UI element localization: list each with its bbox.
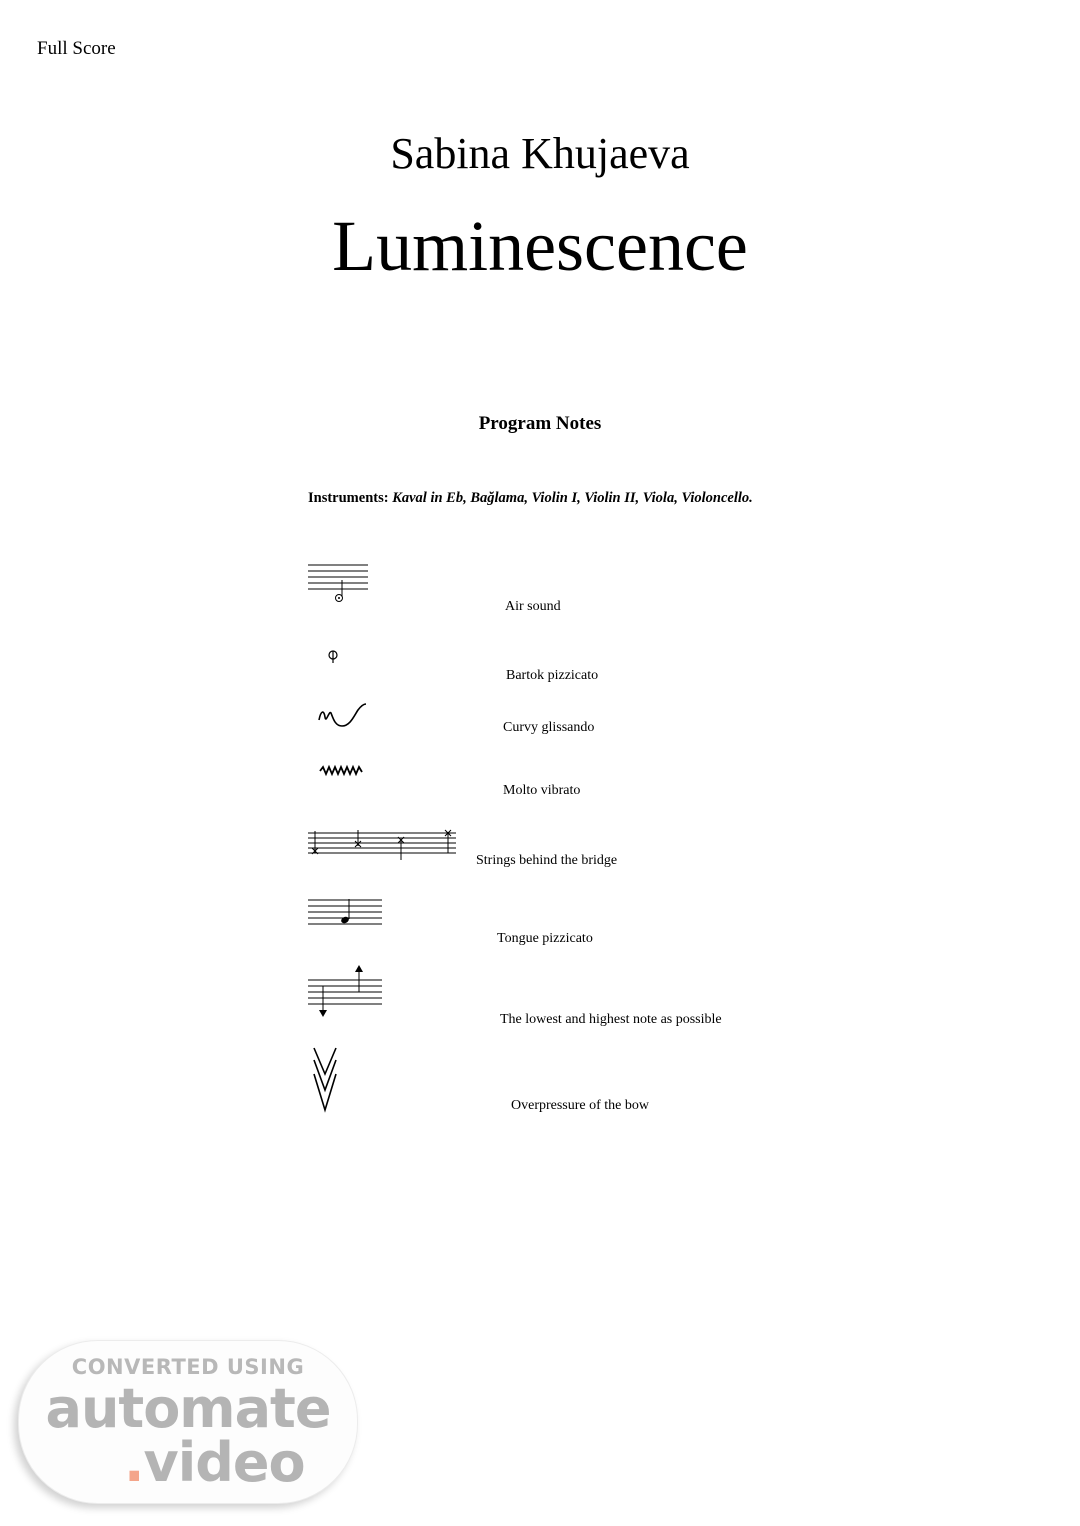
legend-label-strings-behind-bridge: Strings behind the bridge [476, 853, 618, 868]
strings-behind-bridge-icon [308, 828, 458, 864]
air-sound-icon [308, 562, 370, 604]
legend-label-curvy-glissando: Curvy glissando [503, 720, 595, 735]
curvy-glissando-icon [318, 702, 368, 728]
watermark-badge [18, 1340, 358, 1504]
watermark-video-text: video [143, 1431, 305, 1494]
legend-label-air-sound: Air sound [505, 599, 561, 614]
watermark-logo-automate: automate [45, 1377, 331, 1440]
legend-label-bartok-pizzicato: Bartok pizzicato [506, 668, 599, 683]
legend-label-molto-vibrato: Molto vibrato [503, 783, 581, 798]
molto-vibrato-icon [320, 766, 364, 776]
composer-name: Sabina Khujaeva [390, 129, 690, 178]
bartok-pizzicato-icon [327, 650, 341, 666]
overpressure-bow-icon [311, 1046, 341, 1114]
header-label: Full Score [37, 38, 116, 59]
program-notes-heading: Program Notes [478, 413, 602, 434]
watermark-logo-video [124, 1431, 305, 1494]
watermark-dot: . [124, 1431, 144, 1494]
instruments-label: Instruments: [308, 490, 389, 506]
watermark-line1: CONVERTED USING [71, 1355, 305, 1379]
instruments-line [308, 490, 753, 507]
score-title: Luminescence [332, 206, 748, 286]
tongue-pizzicato-icon [308, 897, 384, 927]
instruments-list: Kaval in Eb, Bağlama, Violin I, Violin II, Viola, Violoncello. [392, 490, 753, 506]
legend-label-tongue-pizzicato: Tongue pizzicato [497, 931, 593, 946]
lowest-highest-note-icon [308, 964, 384, 1020]
legend-label-overpressure-bow: Overpressure of the bow [511, 1098, 650, 1113]
legend-label-lowest-highest-note: The lowest and highest note as possible [500, 1012, 722, 1027]
